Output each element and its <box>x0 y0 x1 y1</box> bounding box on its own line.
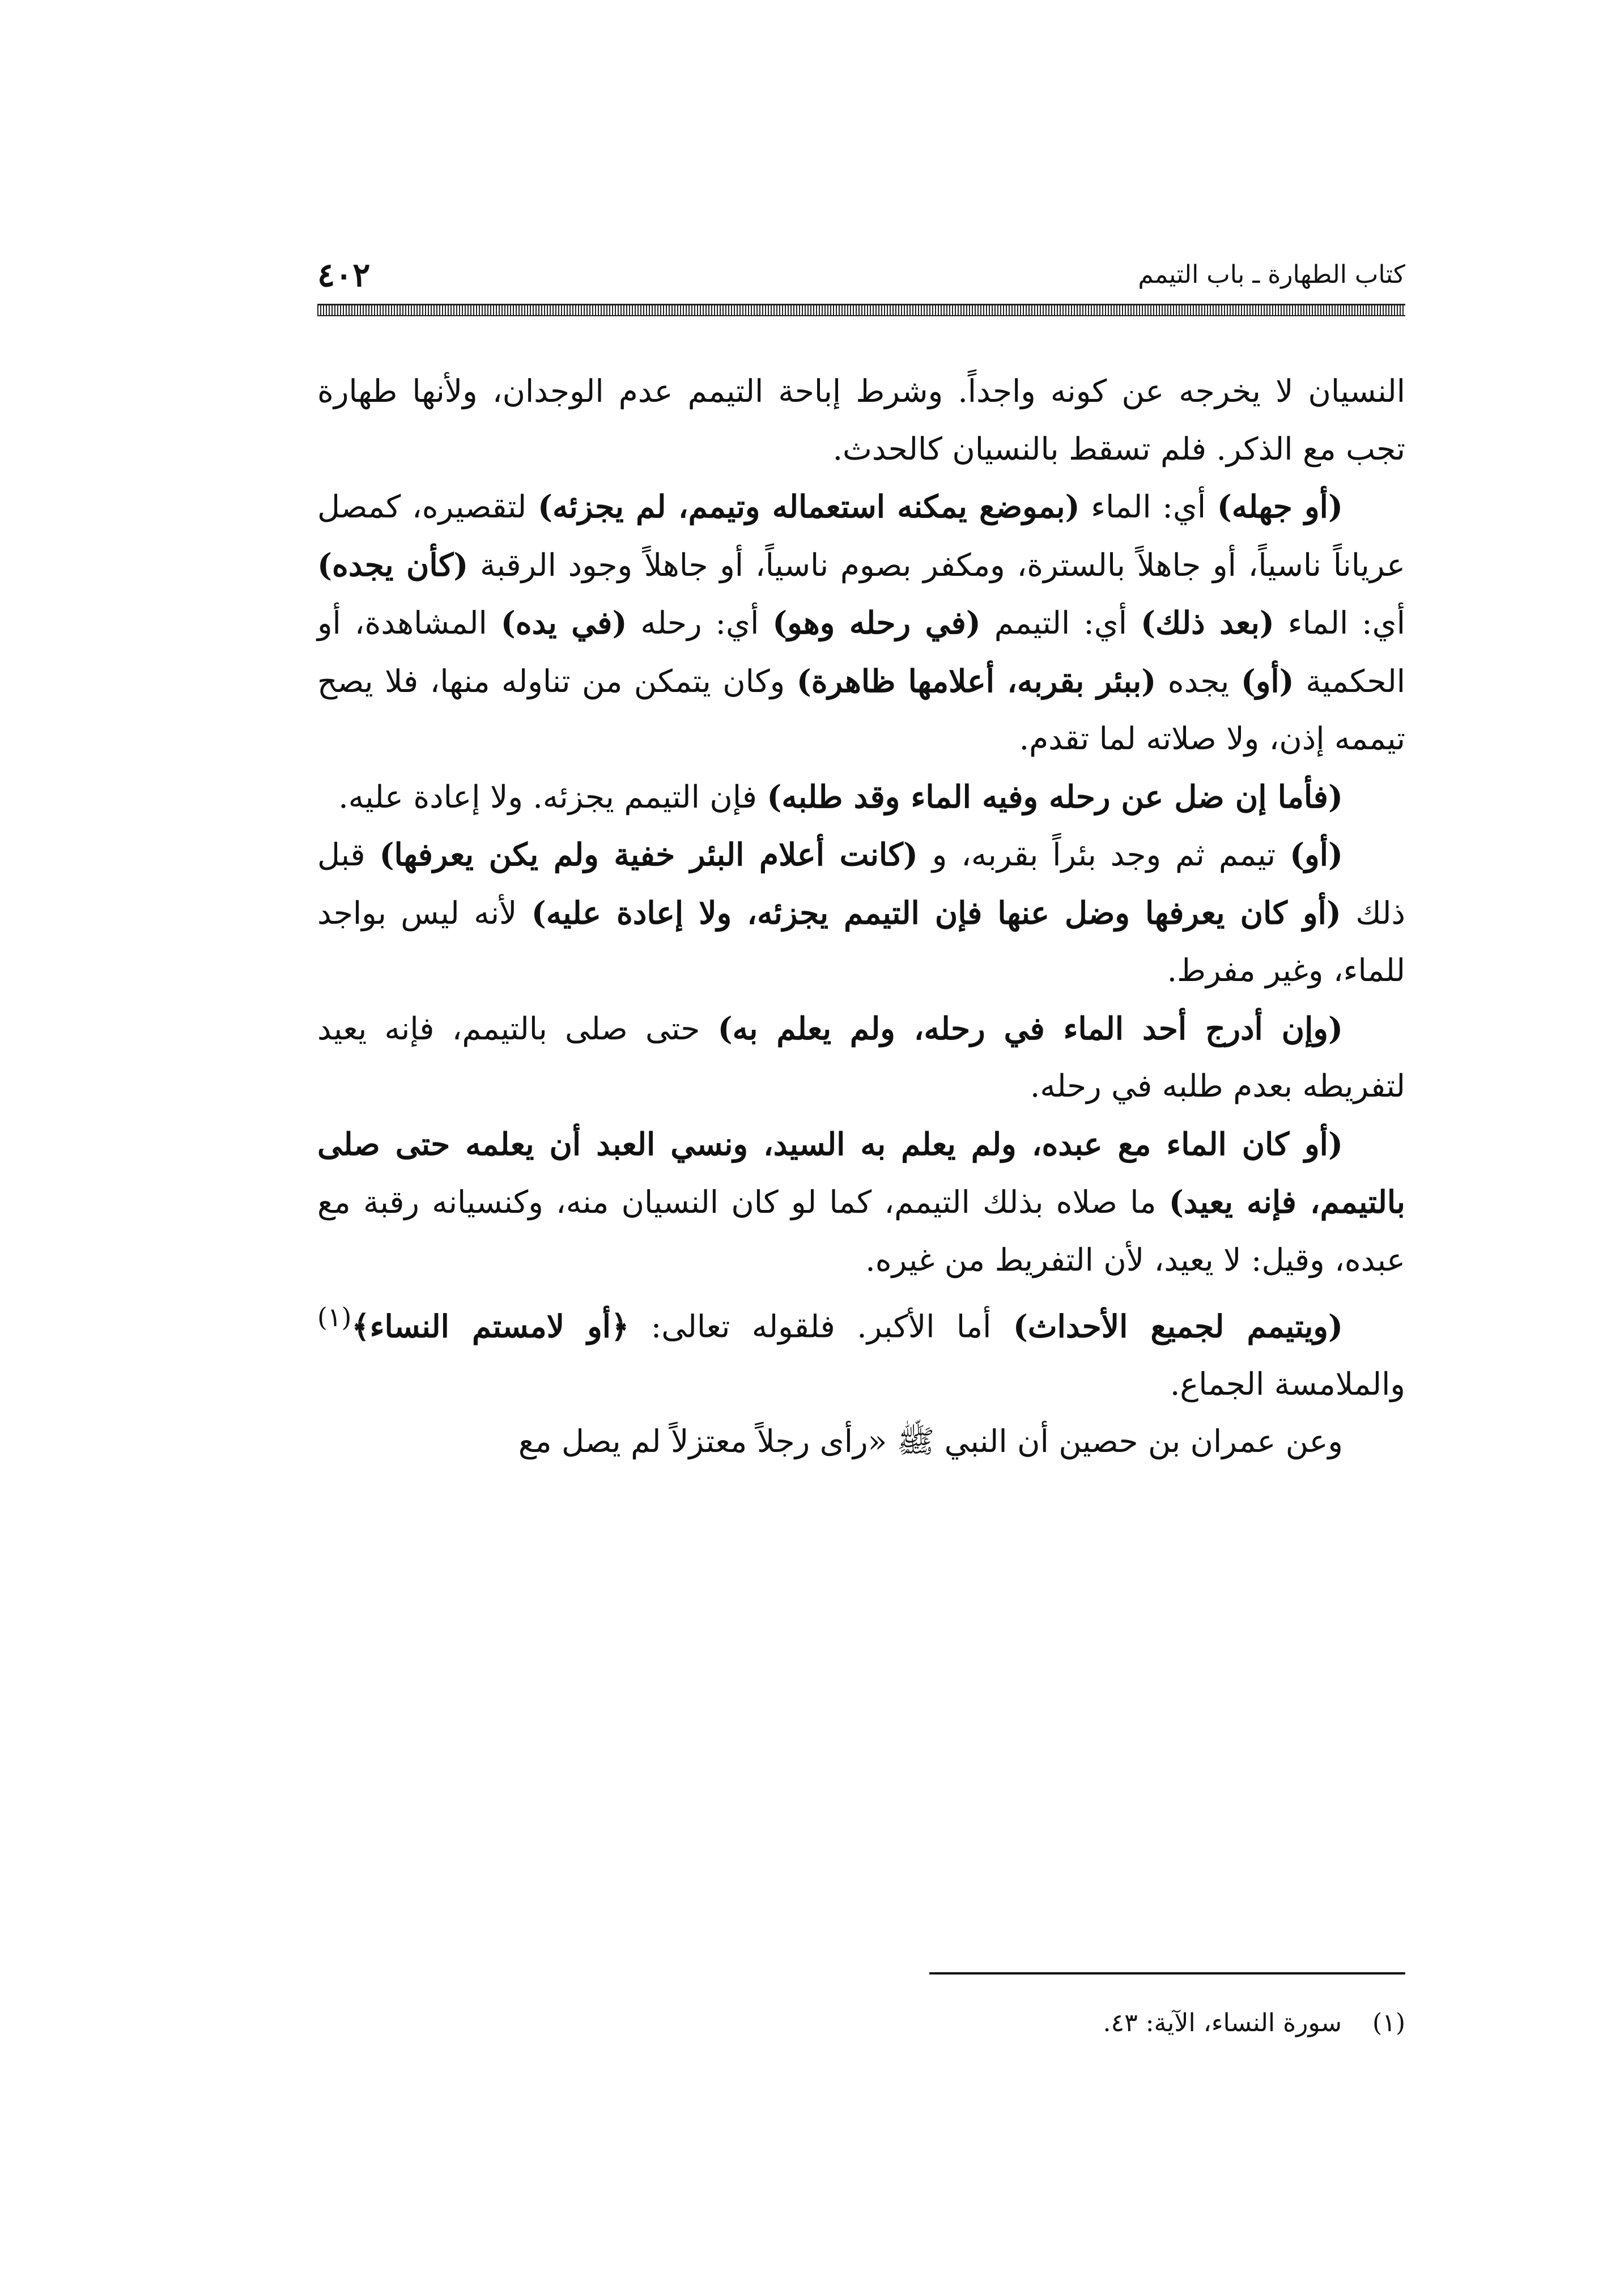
page-header <box>317 258 1405 292</box>
matn-text: (في رحله وهو) <box>772 604 981 641</box>
sharh-text: أي: الماء <box>1079 489 1217 525</box>
sharh-text: أي: الماء <box>1274 605 1405 641</box>
footnote-text: سورة النساء، الآية: ٤٣. <box>1103 2009 1342 2037</box>
matn-text: (كأن يجده) <box>317 546 469 583</box>
matn-text: (بعد ذلك) <box>1140 604 1274 641</box>
paragraph <box>317 1289 1405 1413</box>
paragraph <box>317 478 1405 768</box>
sharh-text: والملامسة الجماع. <box>1170 1365 1405 1402</box>
matn-text: (أو كان يعرفها وضل عنها فإن التيمم يجزئه، ولا إعادة عليه) <box>531 894 1341 931</box>
footnote-rule <box>929 1972 1405 1974</box>
footnote-number: (١) <box>1372 2009 1405 2037</box>
header-rule <box>317 304 1405 316</box>
sharh-text: أما الأكبر. فلقوله تعالى: <box>629 1308 1013 1345</box>
matn-text: (فأما إن ضل عن رحله وفيه الماء وقد طلبه) <box>767 778 1343 815</box>
footnote-reference: (١) <box>317 1302 352 1332</box>
paragraph <box>317 1000 1405 1115</box>
sharh-text: وكان يتمكن من تناوله منها، فلا يصح تيممه إذن، ولا صلاته لما تقدم. <box>317 663 1405 757</box>
matn-text: (أو) <box>1290 836 1344 873</box>
running-title: كتاب الطهارة ـ باب التيمم <box>1138 260 1405 289</box>
sharh-text: قبل ذلك <box>317 836 1405 931</box>
sharh-text: لتقصيره، كمصل عرياناً ناسياً، أو جاهلاً بالسترة، ومكفر بصوم ناسياً، أو جاهلاً وجود الرقبة <box>317 489 1405 583</box>
matn-text: (ببئر بقربه، أعلامها ظاهرة) <box>796 662 1157 699</box>
sharh-text: المشاهدة، أو الحكمية <box>317 605 1406 699</box>
sharh-text: النسيان لا يخرجه عن كونه واجداً. وشرط إباحة التيمم عدم الوجدان، ولأنها طهارة تجب مع الذكر. فلم تسقط بالنسيان كالحدث. <box>317 373 1405 467</box>
matn-text: ﴿أو لامستم النساء﴾ <box>351 1307 630 1345</box>
sharh-text: حتى صلى بالتيمم، فإنه يعيد لتفريطه بعدم طلبه في رحله. <box>317 1010 1405 1104</box>
footnote <box>317 2006 1405 2040</box>
matn-text: (أو) <box>1240 662 1294 699</box>
sharh-text: ما صلاه بذلك التيمم، كما لو كان النسيان منه، وكنسيانه رقبة مع عبده، وقيل: لا يعيد، لأن التفريط من غيره. <box>317 1184 1405 1278</box>
sharh-text: أي: التيمم <box>980 605 1141 641</box>
paragraph <box>317 363 1405 478</box>
body-text <box>317 363 1405 1471</box>
matn-text: (وإن أدرج أحد الماء في رحله، ولم يعلم به) <box>717 1009 1343 1047</box>
paragraph <box>317 1115 1405 1289</box>
sharh-text: تيمم ثم وجد بئراً بقربه، و <box>917 836 1290 873</box>
sharh-text: لأنه ليس بواجد للماء، وغير مفرط. <box>317 894 1405 988</box>
matn-text: (بموضع يمكنه استعماله وتيمم، لم يجزئه) <box>537 488 1080 525</box>
sharh-text: أي: رحله <box>627 605 773 641</box>
matn-text: (أو كان الماء مع عبده، ولم يعلم به السيد، ونسي العبد أن يعلمه حتى صلى بالتيمم، فإنه يعيد) <box>317 1125 1405 1220</box>
paragraph <box>317 1413 1405 1471</box>
matn-text: (في يده) <box>500 604 627 641</box>
matn-text: (أو جهله) <box>1217 488 1343 525</box>
sharh-text: فإن التيمم يجزئه. ولا إعادة عليه. <box>338 778 767 815</box>
matn-text: (كانت أعلام البئر خفية ولم يكن يعرفها) <box>379 836 918 873</box>
page-number: ٤٠٢ <box>317 256 371 294</box>
paragraph <box>317 768 1405 826</box>
sharh-text: يجده <box>1156 663 1241 699</box>
paragraph <box>317 826 1405 1000</box>
sharh-text: وعن عمران بن حصين أن النبي ﷺ «رأى رجلاً معتزلاً لم يصل مع <box>518 1423 1343 1460</box>
matn-text: (ويتيمم لجميع الأحداث) <box>1013 1307 1343 1345</box>
